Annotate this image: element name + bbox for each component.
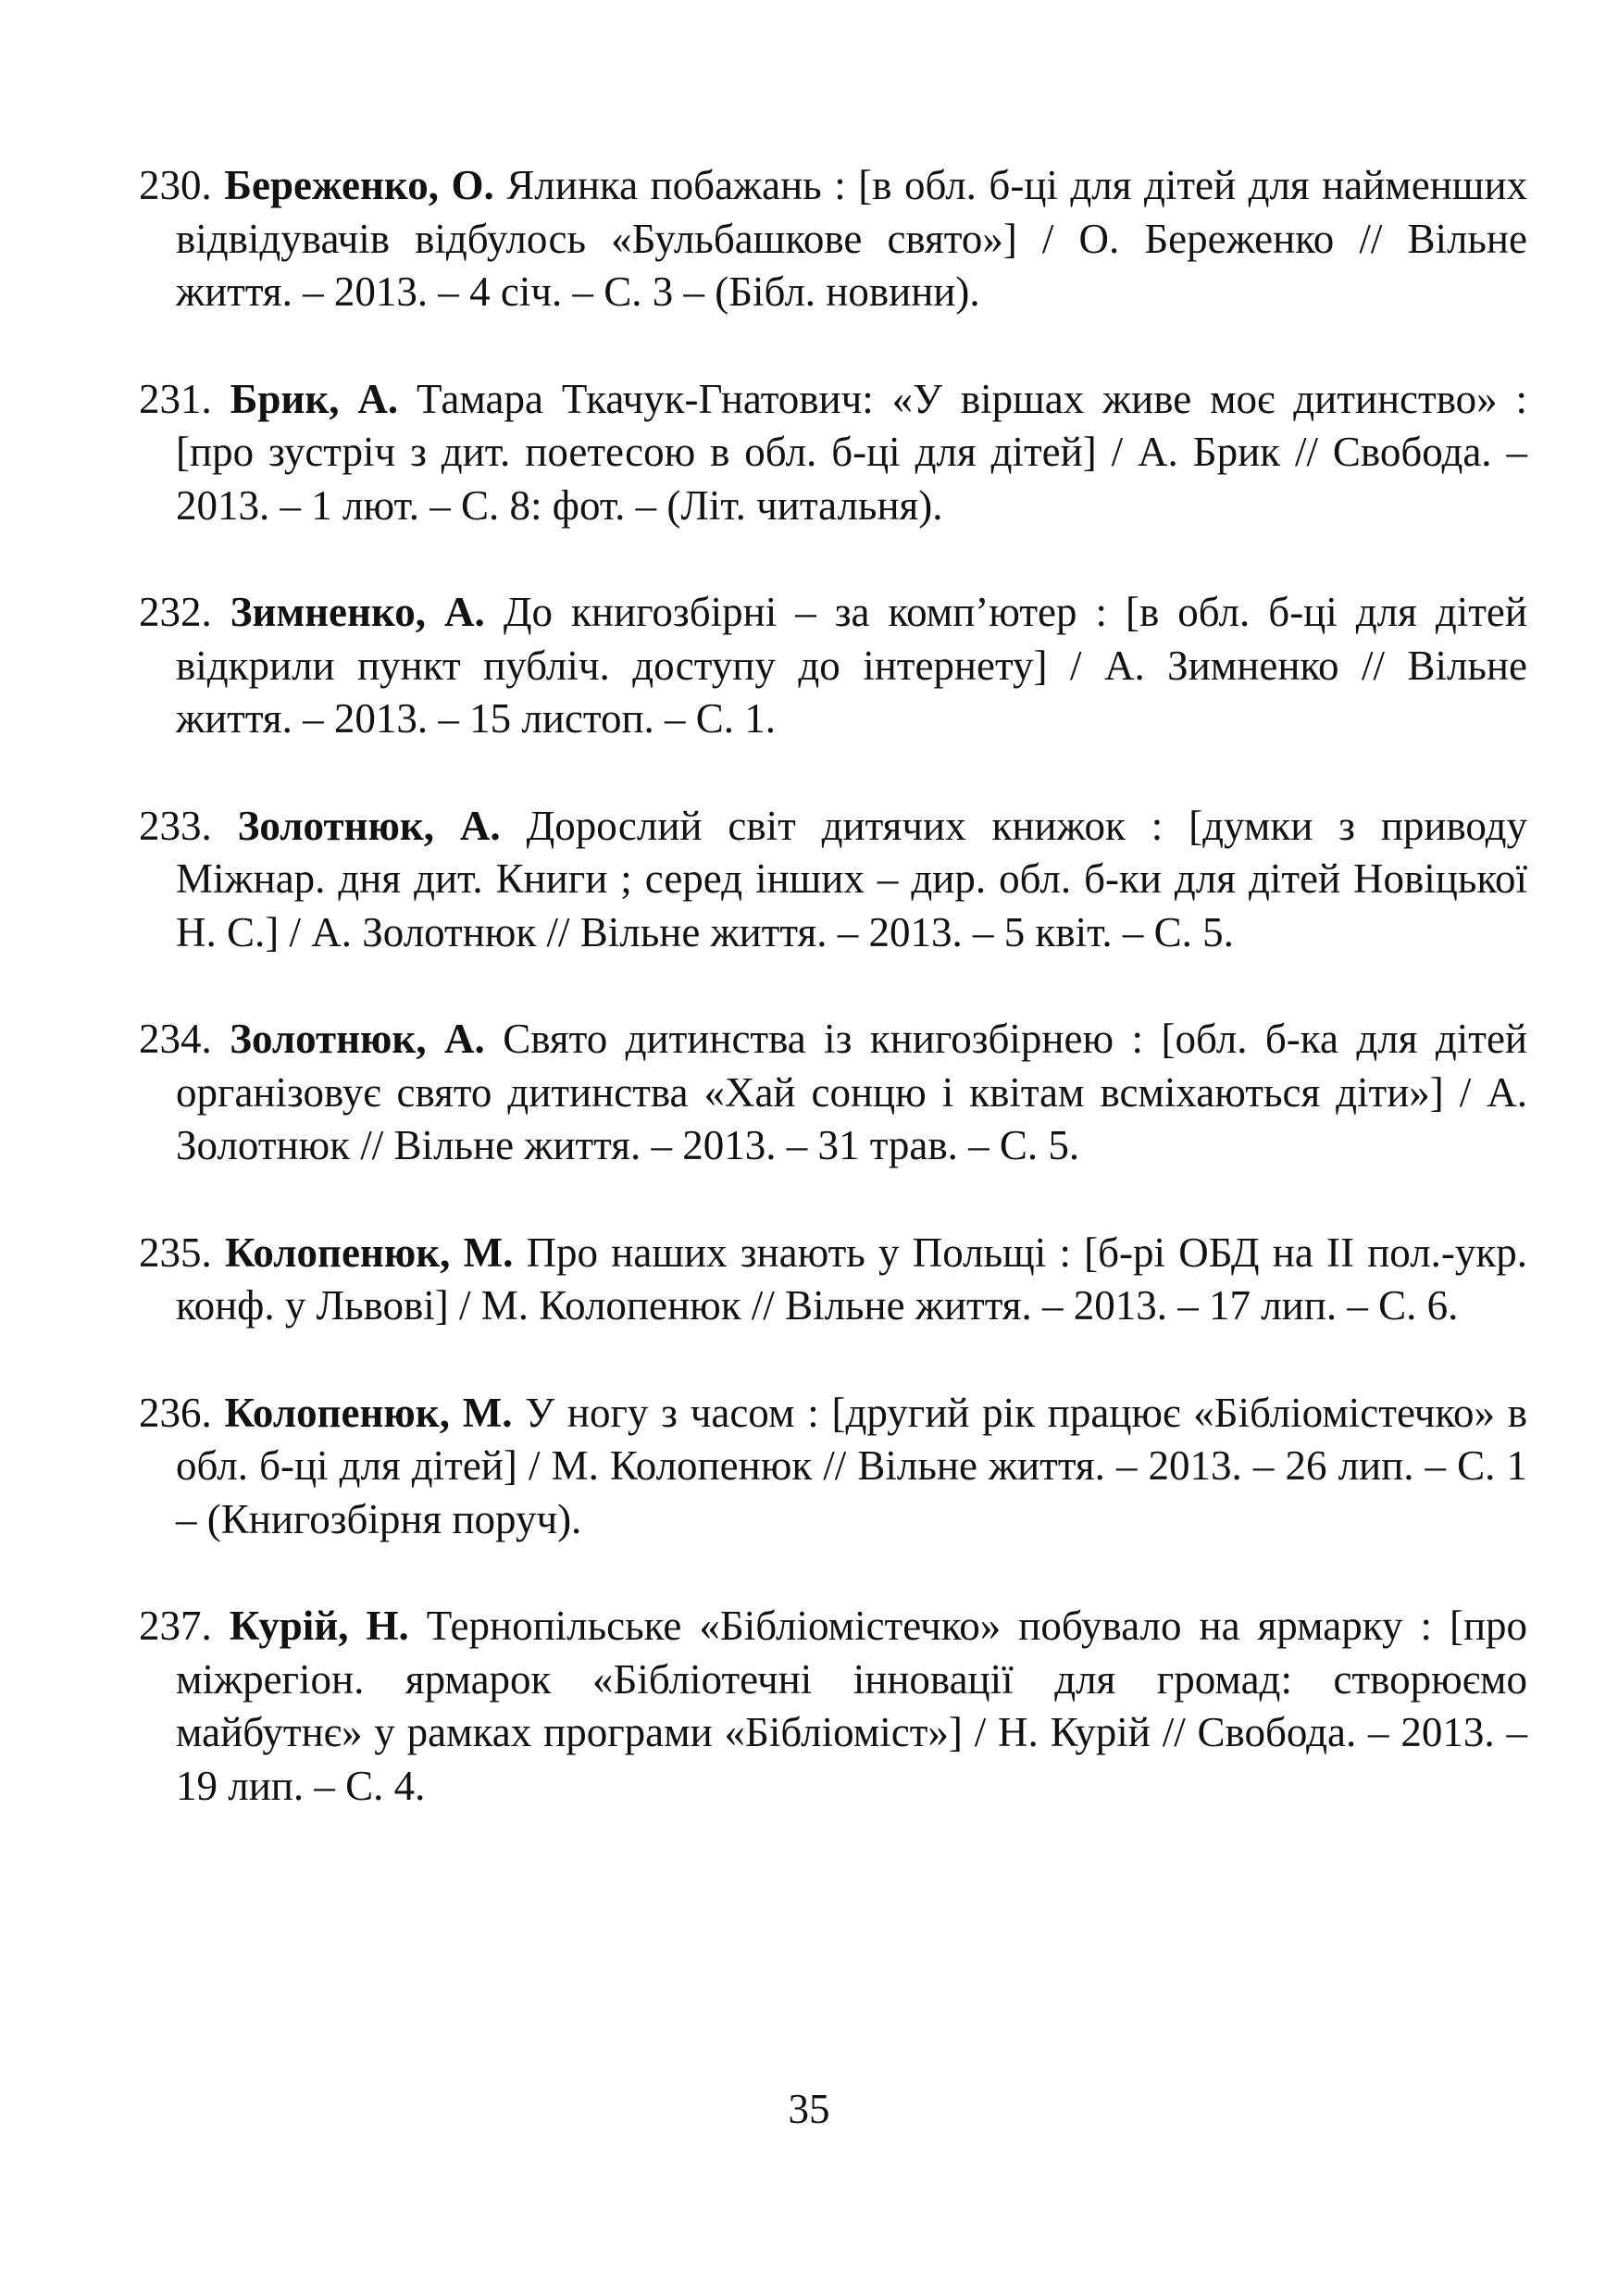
entry-author: Курій, Н. [229,1603,409,1649]
entry-number: 234. [139,1016,212,1062]
bibliography-entry [139,1600,1528,1813]
entry-author: Золотнюк, А. [230,1016,485,1062]
entry-text: У ногу з часом : [другий рік працює «Бібліомістечко» в обл. б-ці для дітей] / М. Колопенюк // Вільне життя. – 2013. – 26 лип. – С. 1 – (Книгозбірня поруч). [176,1389,1528,1542]
entry-text: До книгозбірні – за комп’ютер : [в обл. б-ці для дітей відкрили пункт публіч. доступу до інтернету] / А. Зимненко // Вільне життя. – 2013. – 15 листоп. – С. 1. [176,589,1527,742]
bibliography-list [139,159,1528,1866]
bibliography-entry [139,159,1528,319]
page-number: 35 [788,2086,830,2132]
entry-number: 236. [139,1389,212,1436]
entry-number: 231. [139,375,212,422]
entry-number: 233. [139,802,212,849]
entry-text: Ялинка побажань : [в обл. б-ці для дітей для найменших відвідувачів відбулось «Бульбашкове свято»] / О. Береженко // Вільне життя. – 2013. – 4 січ. – С. 3 – (Бібл. новини). [176,162,1528,315]
entry-author: Зимненко, А. [230,589,485,635]
entry-author: Колопенюк, М. [224,1389,513,1436]
entry-text: Тернопільське «Бібліомістечко» побувало на ярмарку : [про міжрегіон. ярмарок «Бібліотечні інновації для громад: створюємо майбутнє» у рамках програми «Бібліоміст»] / Н. Курій // Свобода. – 2013. – 19 лип. – С. 4. [176,1603,1528,1809]
entry-author: Колопенюк, М. [224,1229,514,1276]
bibliography-entry [139,1387,1528,1547]
entry-number: 237. [139,1603,212,1649]
entry-number: 230. [139,162,212,208]
entry-text: Дорослий світ дитячих книжок : [думки з приводу Міжнар. дня дит. Книги ; серед інших – дир. обл. б-ки для дітей Новіцької Н. С.] / А. Золотнюк // Вільне життя. – 2013. – 5 квіт. – С. 5. [176,802,1528,955]
bibliography-entry [139,800,1528,960]
entry-text: Свято дитинства із книгозбірнею : [обл. б-ка для дітей організовує свято дитинства «Хай сонцю і квітам всміхаються діти»] / А. Золотнюк // Вільне життя. – 2013. – 31 трав. – С. 5. [176,1016,1527,1168]
bibliography-entry [139,373,1527,533]
entry-author: Береженко, О. [224,162,494,208]
bibliography-entry [139,1013,1527,1173]
entry-text: Про наших знають у Польщі : [б-рі ОБД на ІІ пол.-укр. конф. у Львові] / М. Колопенюк // Вільне життя. – 2013. – 17 лип. – С. 6. [176,1229,1528,1329]
entry-text: Тамара Ткачук-Гнатович: «У віршах живе моє дитинство» : [про зустріч з дит. поетесою в обл. б-ці для дітей] / А. Брик // Свобода. – 2013. – 1 лют. – С. 8: фот. – (Літ. читальня). [176,375,1527,529]
entry-number: 232. [139,589,212,635]
entry-author: Золотнюк, А. [237,802,501,849]
entry-author: Брик, А. [230,375,399,422]
entry-number: 235. [139,1229,212,1276]
bibliography-entry [139,586,1527,746]
bibliography-entry [139,1227,1528,1333]
